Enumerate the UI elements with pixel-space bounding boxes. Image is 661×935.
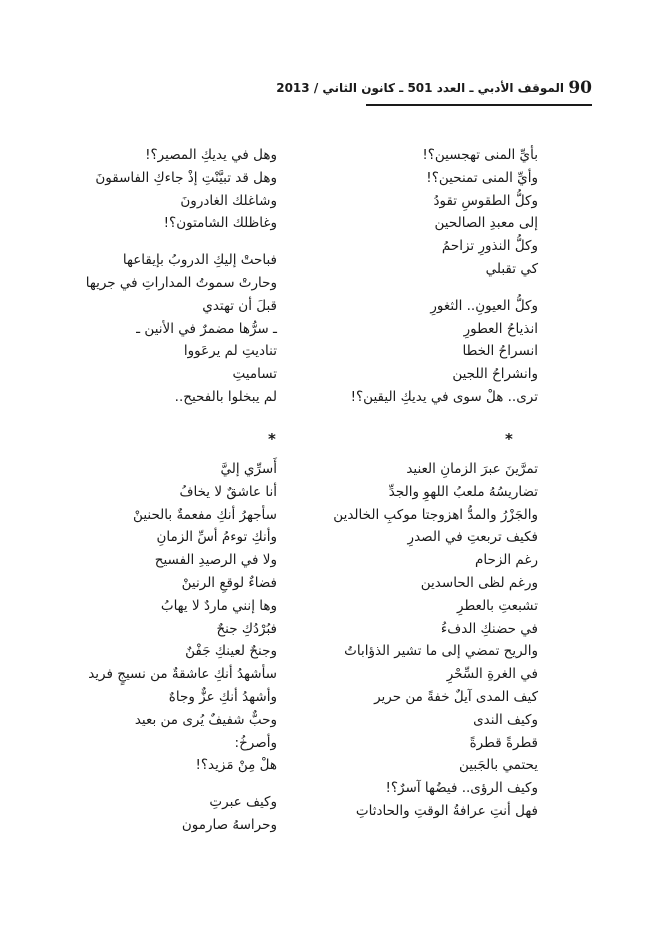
verse-line: وشاغلك الغادرونَ	[180, 192, 277, 209]
verse-line: انذياحُ العطورِ	[463, 320, 538, 337]
verse-line: وكيف عبرتِ	[209, 794, 277, 811]
verse-line: قبلَ أن تهتدي	[202, 297, 277, 314]
verse-line: ورغم لظى الحاسدين	[420, 574, 538, 591]
verse-line: كيف المدى آيلٌ خفةً من حرير	[374, 688, 538, 705]
verse-line: وكلُّ الطقوسِ تقودُ	[433, 192, 538, 209]
verse-line: تساميتِ	[232, 366, 277, 383]
journal-title: الموقف الأدبي ـ العدد 501 ـ كانون الثاني / 2013	[276, 81, 564, 95]
verse-line: انسراحُ الخطا	[462, 343, 538, 360]
verse-line: أنا عاشقٌ لا يخافُ	[179, 483, 277, 500]
verse-line: بأيِّ المنى تهجسين؟!	[422, 147, 538, 163]
verse-line: فكيف تربعتِ في الصدرِ	[407, 529, 538, 546]
verse-line: تمرَّينَ عبرَ الزمانِ العنيد	[406, 461, 538, 477]
verse-line: وحارتْ سموتُ المداراتِ في جريها	[85, 274, 277, 291]
verse-line: فبُرْدُكِ جنحٌ	[216, 620, 277, 637]
verse-line: وكلُّ النذورِ تزاحمُ	[441, 238, 538, 255]
stanza-gap	[27, 235, 277, 249]
verse-line: إلى معبدِ الصالحين	[434, 215, 538, 232]
verse-line: وحراسهُ صارمون	[181, 816, 277, 833]
stanza-gap	[288, 281, 538, 295]
verse-line: هلْ مِنْ مَزيد؟!	[195, 757, 277, 774]
verse-line: تضاريسُهُ ملعبُ اللهوِ والجدِّ	[388, 483, 538, 500]
verse-line: يحتمي بالجَبين	[458, 757, 538, 774]
verse-line: سأشهدُ أنكِ عاشقةٌ من نسيجٍ فريد	[88, 666, 277, 683]
verse-line: لم يبخلوا بالفحيح..	[174, 388, 277, 405]
verse-line: تناديتِ لم يرعَووا	[183, 343, 277, 360]
header-rule	[366, 104, 592, 106]
poem-right-column-top	[288, 144, 538, 409]
verse-line: وأصرخُ:	[234, 734, 277, 751]
verse-line: وهل قد تبيَّنْتِ إذْ جاءكِ الفاسقونَ	[95, 169, 277, 186]
verse-line: والجَزْرُ والمدُّ اهزوجتا موكبِ الخالدين	[333, 506, 538, 523]
verse-line: فباحتْ إليكِ الدروبُ بإيقاعها	[122, 252, 277, 269]
page-number: 90	[568, 78, 592, 98]
verse-line: والريح تمضي إلى ما تشير الذؤاباتُ	[344, 643, 538, 660]
verse-line: وكيف الرؤى.. فيضُها آسرٌ؟!	[385, 780, 538, 797]
verse-line: وغاظلك الشامتون؟!	[163, 215, 277, 232]
verse-line: ـ سرُّها مضمرٌ في الأنين ـ	[136, 320, 277, 337]
verse-line: كي تقبلي	[485, 260, 538, 277]
section-divider-right: *	[505, 430, 513, 448]
verse-line: وكيف الندى	[473, 711, 538, 728]
poem-right-column-bottom	[288, 458, 538, 823]
verse-line: وحبٌّ شفيفٌ يُرى من بعيد	[134, 711, 277, 728]
verse-line: ترى.. هلْ سوى في يديكِ اليقين؟!	[350, 388, 538, 405]
verse-line: سأجهرُ أنكِ مفعمةٌ بالحنينْ	[133, 506, 277, 523]
verse-line: وكلُّ العيونِ.. الثغورِ	[430, 297, 538, 314]
verse-line: وها إنني ماردٌ لا يهابُ	[160, 597, 277, 614]
verse-line: تشبعتِ بالعطرِ	[457, 597, 538, 614]
verse-line: رغم الزحام	[475, 552, 538, 569]
verse-line: فضاءٌ لوقعِ الرنينْ	[181, 574, 277, 591]
verse-line: وأنكِ توءمُ أسِّ الزمانِ	[156, 529, 277, 546]
verse-line: في الغرةِ السِّحْرِ	[446, 666, 538, 683]
verse-line: في حضنكِ الدفءُ	[440, 620, 538, 637]
poem-left-column-top	[27, 144, 277, 409]
section-divider-left: *	[268, 430, 276, 448]
verse-line: وجنحٌ لعينكِ جَفْنٌ	[185, 643, 277, 660]
verse-line: ولا في الرصيدِ الفسيح	[154, 552, 277, 569]
verse-line: قطرةً قطرةً	[469, 734, 538, 751]
verse-line: أَسرِّي إليَّ	[220, 461, 277, 477]
verse-line: وانشراحُ اللجين	[452, 366, 538, 383]
running-header	[276, 78, 592, 104]
poem-left-column-bottom	[27, 458, 277, 837]
verse-line: فهل أنتِ عرافةُ الوقتِ والحادثاتِ	[355, 802, 538, 819]
verse-line: وأشهدُ أنكِ عزٌّ وجاهٌ	[168, 688, 277, 705]
stanza-gap	[27, 777, 277, 791]
verse-line: وهل في يديكِ المصير؟!	[145, 147, 277, 163]
verse-line: وأيِّ المنى تمنحين؟!	[426, 169, 538, 186]
